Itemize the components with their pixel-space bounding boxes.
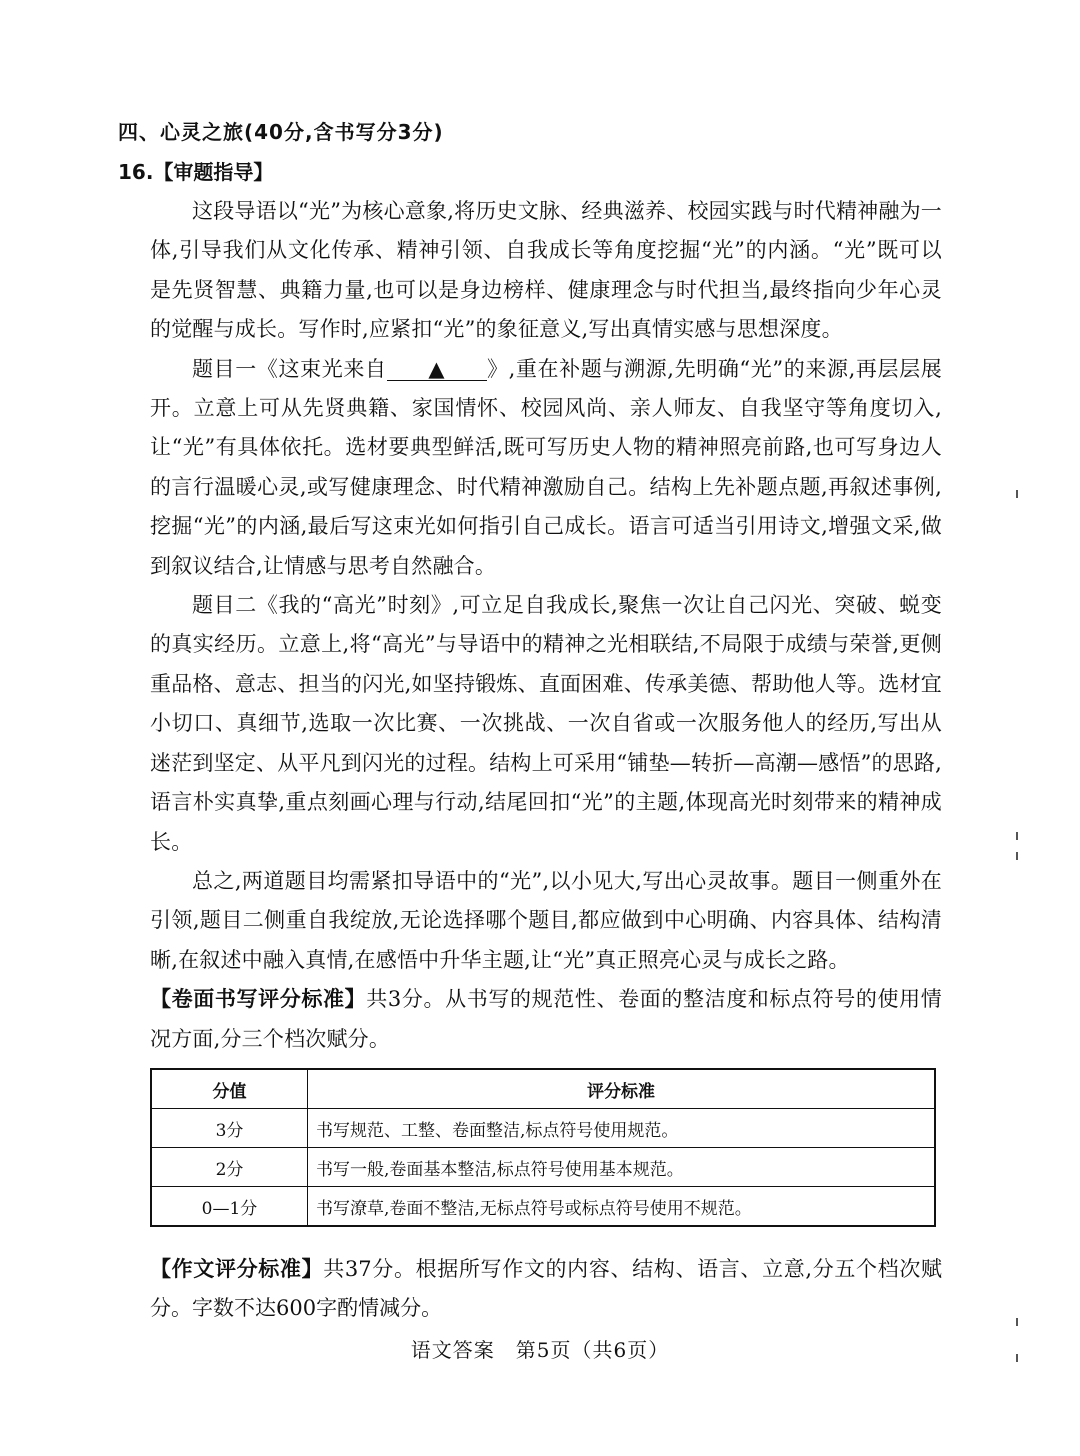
- question-label: 16.【审题指导】: [118, 160, 274, 184]
- score-cell: 3分: [151, 1109, 308, 1148]
- criteria-cell: 书写规范、工整、卷面整洁,标点符号使用规范。: [308, 1109, 936, 1148]
- criteria-cell: 书写一般,卷面基本整洁,标点符号使用基本规范。: [308, 1148, 936, 1187]
- topic1-suffix: 》,重在补题与溯源,先明确“光”的来源,再层层展开。立意上可从先贤典籍、家国情怀、校园风尚、亲人师友、自我坚守等角度切入,让“光”有具体依托。选材要典型鲜活,既可写历史人物的精神照亮前路,也可写身边人的言行温暖心灵,或写健康理念、时代精神激励自己。结构上先补题点题,再叙述事例,挖掘“光”的内涵,最后写这束光如何指引自己成长。语言可适当引用诗文,增强文采,做到叙议结合,让情感与思考自然融合。: [150, 356, 942, 578]
- handwriting-rubric-table: [150, 1068, 936, 1227]
- guide-paragraph-intro: 这段导语以“光”为核心意象,将历史文脉、经典滋养、校园实践与时代精神融为一体,引导我们从文化传承、精神引领、自我成长等角度挖掘“光”的内涵。“光”既可以是先贤智慧、典籍力量,也可以是身边榜样、健康理念与时代担当,最终指向少年心灵的觉醒与成长。写作时,应紧扣“光”的象征意义,写出真情实感与思想深度。: [150, 199, 942, 342]
- scan-mark: [1016, 852, 1018, 860]
- scan-mark: [1016, 1318, 1018, 1326]
- score-column-header: 分值: [151, 1069, 308, 1109]
- score-cell: 0—1分: [151, 1187, 308, 1227]
- score-cell: 2分: [151, 1148, 308, 1187]
- topic1-blank: [387, 358, 487, 381]
- essay-text: 共37分。根据所写作文的内容、结构、语言、立意,分五个档次赋分。字数不达600字酌情减分。: [150, 1257, 942, 1321]
- scan-mark: [1016, 490, 1018, 498]
- blank-triangle-icon: ▲: [428, 356, 445, 381]
- table-row: [151, 1187, 935, 1227]
- criteria-cell: 书写潦草,卷面不整洁,无标点符号或标点符号使用不规范。: [308, 1187, 936, 1227]
- table-header-row: [151, 1069, 935, 1109]
- page-footer: 语文答案 第5页（共6页）: [410, 1338, 670, 1362]
- section-title: 四、心灵之旅(40分,含书写分3分): [118, 120, 444, 144]
- scan-mark: [1016, 1354, 1018, 1362]
- table-row: [151, 1109, 935, 1148]
- criteria-column-header: 评分标准: [308, 1069, 936, 1109]
- handwriting-standard: [150, 980, 942, 1059]
- table-row: [151, 1148, 935, 1187]
- guide-paragraph-summary: 总之,两道题目均需紧扣导语中的“光”,以小见大,写出心灵故事。题目一侧重外在引领,题目二侧重自我绽放,无论选择哪个题目,都应做到中心明确、内容具体、结构清晰,在叙述中融入真情,在感悟中升华主题,让“光”真正照亮心灵与成长之路。: [150, 868, 942, 972]
- topic1-prefix: 题目一《这束光来自: [192, 356, 387, 381]
- scan-mark: [1016, 832, 1018, 840]
- essay-standard-paragraph: [150, 1250, 942, 1329]
- essay-label: 【作文评分标准】: [150, 1257, 324, 1281]
- guide-paragraph-topic1: [150, 350, 942, 586]
- guide-paragraph-topic2: 题目二《我的“高光”时刻》,可立足自我成长,聚焦一次让自己闪光、突破、蜕变的真实经历。立意上,将“高光”与导语中的精神之光相联结,不局限于成绩与荣誉,更侧重品格、意志、担当的闪光,如坚持锻炼、直面困难、传承美德、帮助他人等。选材宜小切口、真细节,选取一次比赛、一次挑战、一次自省或一次服务他人的经历,写出从迷茫到坚定、从平凡到闪光的过程。结构上可采用“铺垫—转折—高潮—感悟”的思路,语言朴实真挚,重点刻画心理与行动,结尾回扣“光”的主题,体现高光时刻带来的精神成长。: [150, 593, 942, 854]
- essay-standard: [150, 1250, 942, 1329]
- handwriting-label: 【卷面书写评分标准】: [150, 987, 367, 1012]
- guide-text: [150, 192, 942, 1059]
- handwriting-text: 共3分。从书写的规范性、卷面的整洁度和标点符号的使用情况方面,分三个档次赋分。: [150, 987, 942, 1051]
